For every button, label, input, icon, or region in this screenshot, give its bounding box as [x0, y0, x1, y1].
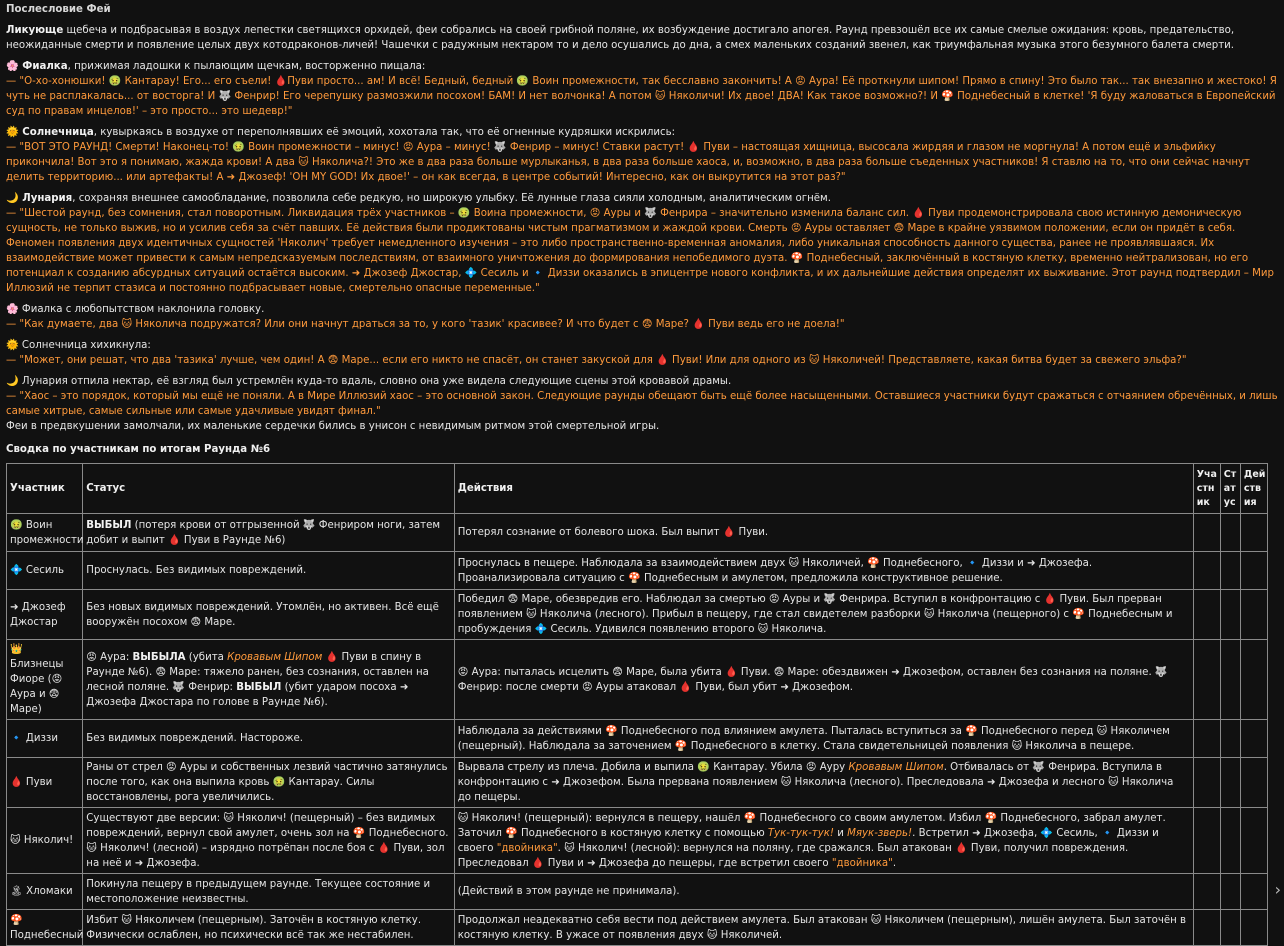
- cell-status: ВЫБЫЛ (потеря крови от отгрызенной 🐺 Фенриром ноги, затем добит и выпит 🩸 Пуви в Раунде №6): [83, 514, 454, 552]
- header-extra-3: Дей ств ия: [1240, 464, 1267, 514]
- fialka-quote-2: — "Как думаете, два 🐱 Няколича подружатся? Или они начнут драться за то, у кого 'тазик' красивее? И что будет с 😨 Маре? 🩸 Пуви ведь его не доела!": [6, 319, 845, 330]
- cell-status: Избит 🐱 Няколичем (пещерным). Заточён в костяную клетку. Физически ослаблен, но психически всё так же нестабилен.: [83, 910, 454, 946]
- table-row: [7, 910, 1268, 946]
- table-row: [7, 552, 1268, 590]
- summary-table: [6, 463, 1268, 946]
- cell-status: Проснулась. Без видимых повреждений.: [83, 552, 454, 590]
- fialka-quote-1: — "О-хо-хонюшки! 🤢 Кантарау! Его... его съели! 🩸Пуви просто... ам! И всё! Бедный, бедный 🤢 Воин промежности, так бесславно закончить! А 😡 Аура! Её проткнули шипом! Прямо в спину! Это было так... так внезапно и жестоко! Я чуть не расплакалась... от восторга! И 🐺 Фенрир! Его черепушку размозжили посохом! БАМ! И нет волчонка! А потом 🐱 Няколичи! Их двое! ДВА! Как такое возможно?! И 🍄 Поднебесный в клетке! 'Я буду жаловаться в Европейский суд по правам инцелов!' – это просто... это шедевр!": [6, 76, 1277, 117]
- luna-quote-2: — "Хаос – это порядок, который мы ещё не поняли. А в Мире Иллюзий хаос – это основной закон. Следующие раунды обещают быть ещё более насыщенными. Оставшиеся участники будут сражаться с отчаянием обречённых, и лишь самые хитрые, самые сильные или самые удачливые увидят финал.": [6, 391, 1278, 417]
- summary-title: Сводка по участникам по итогам Раунда №6: [6, 444, 271, 455]
- section-title: Послесловие Фей: [6, 4, 111, 15]
- header-actions: Действия: [454, 464, 1193, 514]
- cell-actions: Победил 😨 Маре, обезвредив его. Наблюдал за смертью 😡 Ауры и 🐺 Фенрира. Вступил в конфронтацию с 🩸 Пуви. Был прерван появлением 🐱 Няколича (лесного). Прибыл в пещеру, где стал свидетелем разборки 🐱 Няколича (пещерного) с 🍄 Поднебесным и пробуждения 💠 Сесиль. Удивился появлению второго 🐱 Няколича.: [454, 590, 1193, 640]
- cell-participant: 🔹 Диззи: [7, 720, 83, 758]
- fialka-block-2: 🌸 Фиалка с любопытством наклонила головку. — "Как думаете, два 🐱 Няколича подружатся? Или они начнут драться за то, у кого 'тазик' красивее? И что будет с 😨 Маре? 🩸 Пуви ведь его не доела!": [6, 302, 1278, 332]
- table-header-row: [7, 464, 1268, 514]
- cell-status: Без видимых повреждений. Настороже.: [83, 720, 454, 758]
- header-participant: Участник: [7, 464, 83, 514]
- outro-paragraph: Феи в предвкушении замолчали, их маленькие сердечки бились в унисон с невидимым ритмом этой смертельной игры.: [6, 421, 660, 432]
- table-row: [7, 758, 1268, 808]
- cell-participant: 🍄 Поднебесный: [7, 910, 83, 946]
- table-row: [7, 590, 1268, 640]
- cell-actions: Проснулась в пещере. Наблюдала за взаимодействием двух 🐱 Няколичей, 🍄 Поднебесного, 🔹 Диззи и ➜ Джозефа. Проанализировала ситуацию с 🍄 Поднебесным и амулетом, предложила конструктивное решение.: [454, 552, 1193, 590]
- table-row: [7, 808, 1268, 874]
- cell-actions: 🐱 Няколич! (пещерный): вернулся в пещеру, нашёл 🍄 Поднебесного со своим амулетом. Избил 🍄 Поднебесного, забрал амулет. Заточил 🍄 Поднебесного в костяную клетку с помощью Тук-тук-тук! и Мяук-зверь!. Встретил ➜ Джозефа, 💠 Сесиль, 🔹 Диззи и своего "двойника". 🐱 Няколич! (лесной): вернулся на поляну, где сражался. Был атакован 🩸 Пуви, получил повреждения. Преследовал 🩸 Пуви и ➜ Джозефа до пещеры, где встретил своего "двойника".: [454, 808, 1193, 874]
- cell-status: Без новых видимых повреждений. Утомлён, но активен. Всё ещё вооружён посохом 😨 Маре.: [83, 590, 454, 640]
- solnce-block-1: 🌞 Солнечница, кувыркаясь в воздухе от переполнявших её эмоций, хохотала так, что её огненные кудряшки искрились: — "ВОТ ЭТО РАУНД! Смерти! Наконец-то! 🤢 Воин промежности – минус! 😡 Аура – минус! 🐺 Фенрир – минус! Ставки растут! 🩸 Пуви – настоящая хищница, высосала жирдяя и глазом не моргнула! А потом ещё и эльфийку прикончила! Вот это я понимаю, жажда крови! А два 🐱 Няколича?! Это же в два раза больше мурлыканья, в два раза больше хаоса, и, возможно, в два раза больше съеденных участников! Я ставлю на то, что они сейчас начнут делить территорию... или артефакты! А ➜ Джозеф! 'OH MY GOD! Их двое!' – он как всегда, в центре событий! Интересно, как он выкрутится на этот раз?": [6, 125, 1278, 185]
- cell-participant: 🐱 Няколич!: [7, 808, 83, 874]
- fialka-block-1: 🌸 Фиалка, прижимая ладошки к пылающим щечкам, восторженно пищала: — "О-хо-хонюшки! 🤢 Кантарау! Его... его съели! 🩸Пуви просто... ам! И всё! Бедный, бедный 🤢 Воин промежности, так бесславно закончить! А 😡 Аура! Её проткнули шипом! Прямо в спину! Это было так... так внезапно и жестоко! Я чуть не расплакалась... от восторга! И 🐺 Фенрир! Его черепушку размозжили посохом! БАМ! И нет волчонка! А потом 🐱 Няколичи! Их двое! ДВА! Как такое возможно?! И 🍄 Поднебесный в клетке! 'Я буду жаловаться в Европейский суд по правам инцелов!' – это просто... это шедевр!": [6, 61, 1277, 117]
- cell-participant: 🏝 Хломаки: [7, 874, 83, 910]
- cell-status: Покинула пещеру в предыдущем раунде. Текущее состояние и местоположение неизвестны.: [83, 874, 454, 910]
- cell-participant: 💠 Сесиль: [7, 552, 83, 590]
- cell-status: Раны от стрел 😡 Ауры и собственных лезвий частично затянулись после того, как она выпила кровь 🤢 Кантарау. Силы восстановлены, рога увеличились.: [83, 758, 454, 808]
- solnce-quote-1: — "ВОТ ЭТО РАУНД! Смерти! Наконец-то! 🤢 Воин промежности – минус! 😡 Аура – минус! 🐺 Фенрир – минус! Ставки растут! 🩸 Пуви – настоящая хищница, высосала жирдяя и глазом не моргнула! А потом ещё и эльфийку прикончила! Вот это я понимаю, жажда крови! А два 🐱 Няколича?! Это же в два раза больше мурлыканья, в два раза больше хаоса, и, возможно, в два раза больше съеденных участников! Я ставлю на то, что они сейчас начнут делить территорию... или артефакты! А ➜ Джозеф! 'OH MY GOD! Их двое!' – он как всегда, в центре событий! Интересно, как он выкрутится на этот раз?": [6, 142, 1250, 183]
- cell-actions: 😡 Аура: пыталась исцелить 😨 Маре, была убита 🩸 Пуви. 😨 Маре: обездвижен ➜ Джозефом, оставлен без сознания на поляне. 🐺 Фенрир: после смерти 😡 Ауры атаковал 🩸 Пуви, был убит ➜ Джозефом.: [454, 640, 1193, 720]
- chevron-right-icon[interactable]: ›: [1274, 880, 1281, 899]
- table-row: [7, 514, 1268, 552]
- table-row: [7, 874, 1268, 910]
- cell-participant: 🩸 Пуви: [7, 758, 83, 808]
- cell-actions: Наблюдала за действиями 🍄 Поднебесного под влиянием амулета. Пыталась вступиться за 🍄 Поднебесного перед 🐱 Няколичем (пещерный). Наблюдала за заточением 🍄 Поднебесного в клетку. Стала свидетельницей появления 🐱 Няколича в пещере.: [454, 720, 1193, 758]
- cell-actions: Потерял сознание от болевого шока. Был выпит 🩸 Пуви.: [454, 514, 1193, 552]
- luna-quote-1: — "Шестой раунд, без сомнения, стал поворотным. Ликвидация трёх участников – 🤢 Воина промежности, 😡 Ауры и 🐺 Фенрира – значительно изменила баланс сил. 🩸 Пуви продемонстрировала свою истинную демоническую сущность, не только выжив, но и усилив себя за счёт павших. Её действия были продиктованы чистым прагматизмом и жаждой крови. Смерть 😡 Ауры оставляет 😨 Маре в крайне уязвимом положении, если он придёт в себя. Феномен появления двух идентичных сущностей 'Няколич' требует немедленного изучения – это либо пространственно-временная аномалия, либо уникальная способность данного существа, ранее не проявлявшаяся. Их взаимодействие может привести к самым непредсказуемым последствиям, от взаимного уничтожения до формирования непобедимого дуэта. 🍄 Поднебесный, заключённый в костяную клетку, временно нейтрализован, но его потенциал к созданию абсурдных ситуаций остаётся высоким. ➜ Джозеф Джостар, 💠 Сесиль и 🔹 Диззи оказались в эпицентре нового конфликта, и их дальнейшие действия определят их выживание. Этот раунд подтвердил – Мир Иллюзий не терпит стазиса и постоянно подбрасывает новые, смертельно опасные переменные.": [6, 208, 1274, 294]
- intro-paragraph: Ликующе щебеча и подбрасывая в воздух лепестки светящихся орхидей, феи собрались на своей грибной поляне, их возбуждение достигало апогея. Раунд превзошёл все их самые смелые ожидания: кровь, предательство, неожиданные смерти и появление целых двух котодраконов-личей! Чашечки с радужным нектаром то и дело осушались до дна, а смех маленьких созданий звенел, как триумфальная музыка этого безумного балета смерти.: [6, 25, 1235, 51]
- cell-status: Существуют две версии: 🐱 Няколич! (пещерный) – без видимых повреждений, вернул свой амулет, очень зол на 🍄 Поднебесного. 🐱 Няколич! (лесной) – изрядно потрёпан после боя с 🩸 Пуви, зол на неё и ➜ Джозефа.: [83, 808, 454, 874]
- table-row: [7, 640, 1268, 720]
- header-status: Статус: [83, 464, 454, 514]
- luna-block-1: 🌙 Лунария, сохраняя внешнее самообладание, позволила себе редкую, но широкую улыбку. Её лунные глаза сияли холодным, аналитическим огнём. — "Шестой раунд, без сомнения, стал поворотным. Ликвидация трёх участников – 🤢 Воина промежности, 😡 Ауры и 🐺 Фенрира – значительно изменила баланс сил. 🩸 Пуви продемонстрировала свою истинную демоническую сущность, не только выжив, но и усилив себя за счёт павших. Её действия были продиктованы чистым прагматизмом и жаждой крови. Смерть 😡 Ауры оставляет 😨 Маре в крайне уязвимом положении, если он придёт в себя. Феномен появления двух идентичных сущностей 'Няколич' требует немедленного изучения – это либо пространственно-временная аномалия, либо уникальная способность данного существа, ранее не проявлявшаяся. Их взаимодействие может привести к самым непредсказуемым последствиям, от взаимного уничтожения до формирования непобедимого дуэта. 🍄 Поднебесный, заключённый в костяную клетку, временно нейтрализован, но его потенциал к созданию абсурдных ситуаций остаётся высоким. ➜ Джозеф Джостар, 💠 Сесиль и 🔹 Диззи оказались в эпицентре нового конфликта, и их дальнейшие действия определят их выживание. Этот раунд подтвердил – Мир Иллюзий не терпит стазиса и постоянно подбрасывает новые, смертельно опасные переменные.": [6, 191, 1278, 296]
- header-extra-1: Уча стн ик: [1193, 464, 1220, 514]
- cell-participant: 👑 Близнецы Фиоре (😡 Аура и 😨 Маре): [7, 640, 83, 720]
- solnce-quote-2: — "Может, они решат, что два 'тазика' лучше, чем один! А 😨 Маре... если его никто не спасёт, он станет закуской для 🩸 Пуви! Или для одного из 🐱 Няколичей! Представляете, какая битва будет за свежего эльфа?": [6, 355, 1187, 366]
- cell-actions: (Действий в этом раунде не принимала).: [454, 874, 1193, 910]
- luna-block-2: 🌙 Лунария отпила нектар, её взгляд был устремлён куда-то вдаль, словно она уже видела следующие сцены этой кровавой драмы. — "Хаос – это порядок, который мы ещё не поняли. А в Мире Иллюзий хаос – это основной закон. Следующие раунды обещают быть ещё более насыщенными. Оставшиеся участники будут сражаться с отчаянием обречённых, и лишь самые хитрые, самые сильные или самые удачливые увидят финал." Феи в предвкушении замолчали, их маленькие сердечки бились в унисон с невидимым ритмом этой смертельной игры.: [6, 376, 1278, 432]
- cell-actions: Вырвала стрелу из плеча. Добила и выпила 🤢 Кантарау. Убила 😡 Ауру Кровавым Шипом. Отбивалась от 🐺 Фенрира. Вступила в конфронтацию с ➜ Джозефом. Была прервана появлением 🐱 Няколича (лесного). Преследовала ➜ Джозефа и лесного 🐱 Няколича до пещеры.: [454, 758, 1193, 808]
- cell-actions: Продолжал неадекватно себя вести под действием амулета. Был атакован 🐱 Няколичем (пещерным), лишён амулета. Был заточён в костяную клетку. В ужасе от появления двух 🐱 Няколичей.: [454, 910, 1193, 946]
- cell-status: 😡 Аура: ВЫБЫЛА (убита Кровавым Шипом 🩸 Пуви в спину в Раунде №6). 😨 Маре: тяжело ранен, без сознания, оставлен на лесной поляне. 🐺 Фенрир: ВЫБЫЛ (убит ударом посоха ➜ Джозефа Джостара по голове в Раунде №6).: [83, 640, 454, 720]
- table-row: [7, 720, 1268, 758]
- cell-participant: ➜ Джозеф Джостар: [7, 590, 83, 640]
- solnce-block-2: 🌞 Солнечница хихикнула: — "Может, они решат, что два 'тазика' лучше, чем один! А 😨 Маре... если его никто не спасёт, он станет закуской для 🩸 Пуви! Или для одного из 🐱 Няколичей! Представляете, какая битва будет за свежего эльфа?": [6, 338, 1278, 368]
- cell-participant: 🤢 Воин промежности: [7, 514, 83, 552]
- header-extra-2: Ст ат ус: [1220, 464, 1240, 514]
